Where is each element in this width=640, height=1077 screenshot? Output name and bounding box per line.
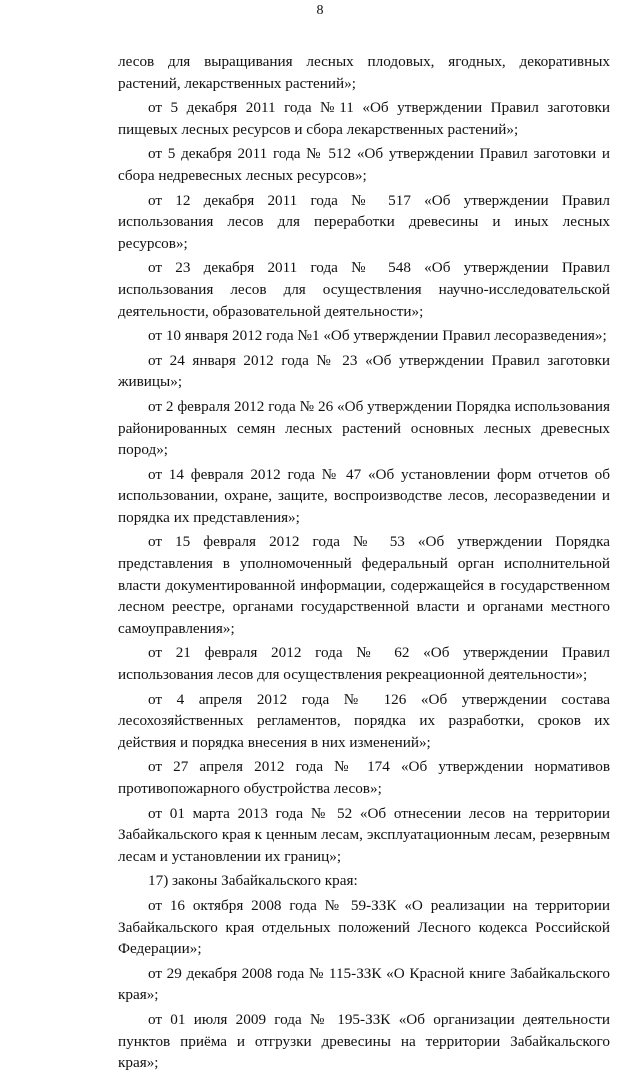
- paragraph-order-1: от 10 января 2012 года №1 «Об утверждении Правил лесоразведения»;: [148, 327, 607, 345]
- paragraph-order-62: от 21 февраля 2012 года № 62 «Об утверждении Правил использования лесов для осуществления рекреационной деятельности»;: [118, 644, 610, 684]
- paragraph-order-26: от 2 февраля 2012 года № 26 «Об утверждении Порядка использования районированных семян лесных растений основных лесных древесных пород»;: [118, 397, 610, 459]
- paragraph-law-195: от 01 июля 2009 года № 195-ЗЗК «Об организации деятельности пунктов приёма и отгрузки древесины на территории Забайкальского края»;: [118, 1010, 610, 1072]
- document-body: [118, 51, 610, 1077]
- paragraph-order-174: от 27 апреля 2012 года № 174 «Об утверждении нормативов противопожарного обустройства лесов»;: [118, 758, 610, 797]
- paragraph-order-517: от 12 декабря 2011 года № 517 «Об утверждении Правил использования лесов для переработки древесины и иных лесных ресурсов»;: [118, 191, 610, 252]
- paragraph-order-548: от 23 декабря 2011 года № 548 «Об утверждении Правил использования лесов для осуществления научно-исследовательской деятельности, образовательной деятельности»;: [118, 259, 610, 320]
- page-number: 8: [316, 3, 324, 18]
- paragraph-law-59: от 16 октября 2008 года № 59-ЗЗК «О реализации на территории Забайкальского края отдельных положений Лесного кодекса Российской Федерации»;: [118, 896, 610, 958]
- paragraph-continuation: лесов для выращивания лесных плодовых, ягодных, декоративных растений, лекарственных растений»;: [118, 53, 610, 92]
- paragraph-order-52: от 01 марта 2013 года № 52 «Об отнесении лесов на территории Забайкальского края к ценным лесам, эксплуатационным лесам, резервным лесам и установлении их границ»;: [118, 804, 610, 865]
- paragraph-order-11: от 5 декабря 2011 года №11 «Об утверждении Правил заготовки пищевых лесных ресурсов и сбора лекарственных растений»;: [118, 99, 610, 138]
- paragraph-order-512: от 5 декабря 2011 года № 512 «Об утверждении Правил заготовки и сбора недревесных лесных ресурсов»;: [118, 145, 610, 184]
- paragraph-order-47: от 14 февраля 2012 года № 47 «Об установлении форм отчетов об использовании, охране, защите, воспроизводстве лесов, лесоразведении и порядка их представления»;: [118, 465, 610, 526]
- paragraph-order-126: от 4 апреля 2012 года № 126 «Об утверждении состава лесохозяйственных регламентов, порядка их разработки, сроков их действия и порядка внесения в них изменений»;: [118, 690, 610, 751]
- paragraph-order-53: от 15 февраля 2012 года № 53 «Об утверждении Порядка представления в уполномоченный федеральный орган исполнительной власти документированной информации, содержащейся в государственном лесном реестре, органами государственной власти и органами местного самоуправления»;: [118, 533, 610, 637]
- section-heading-regional-laws: 17) законы Забайкальского края:: [148, 872, 358, 890]
- paragraph-law-115: от 29 декабря 2008 года № 115-ЗЗК «О Красной книге Забайкальского края»;: [118, 964, 610, 1004]
- paragraph-order-23: от 24 января 2012 года № 23 «Об утверждении Правил заготовки живицы»;: [118, 351, 610, 391]
